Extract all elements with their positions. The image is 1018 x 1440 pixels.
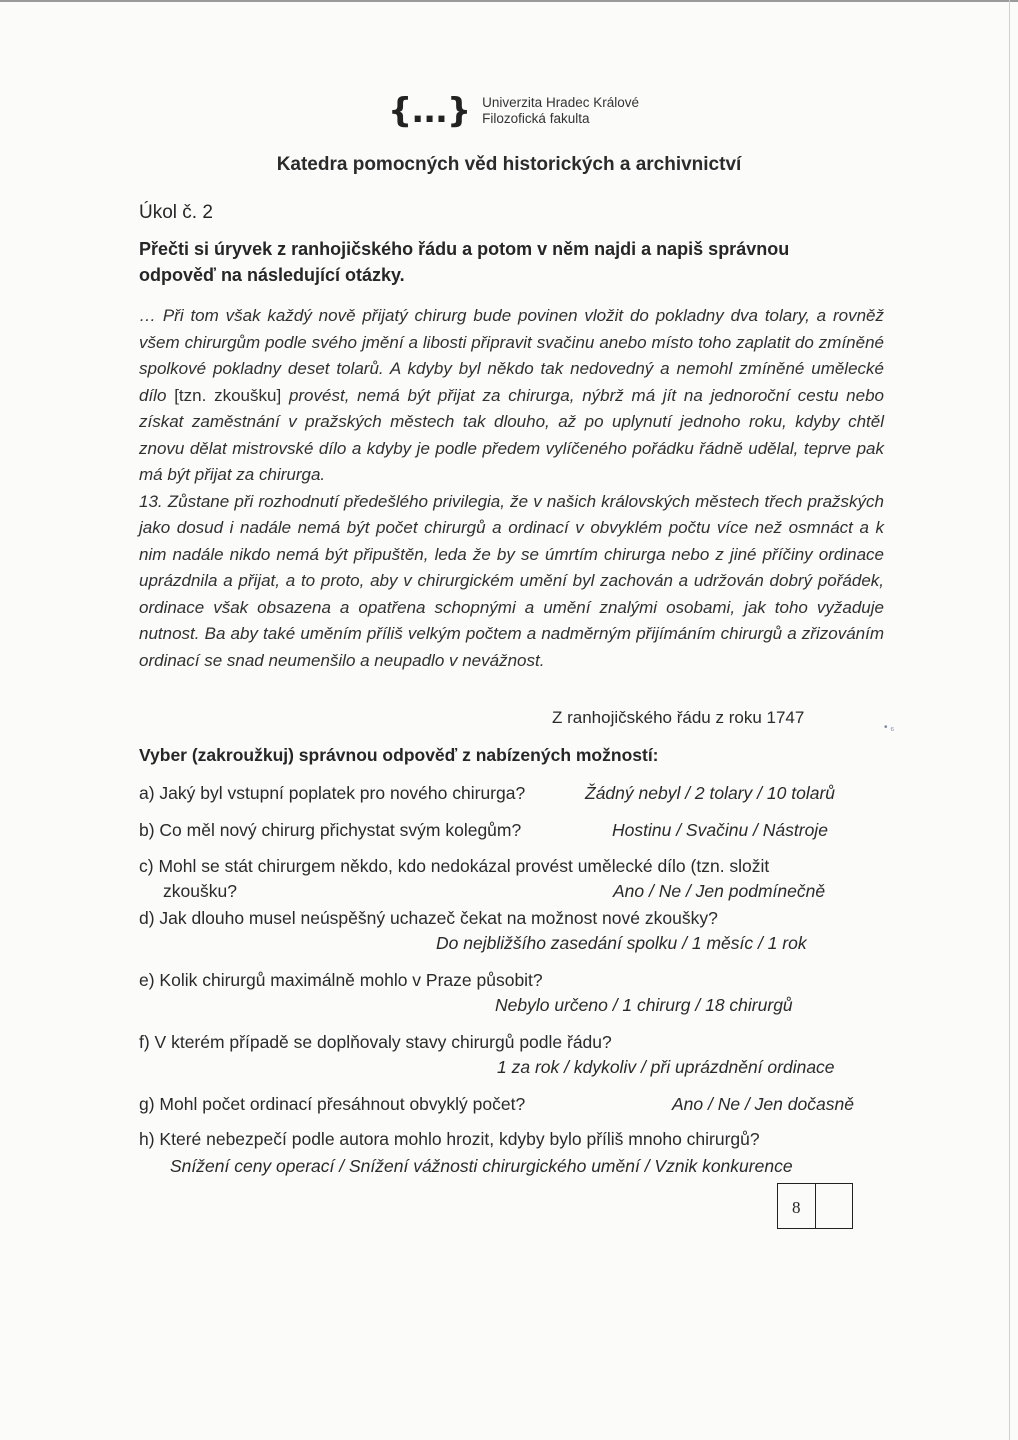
question-b: b) Co měl nový chirurg přichystat svým kolegům?	[139, 820, 522, 840]
passage-text: … Při tom však každý nově přijatý chirurg bude povinen vložit do pokladny dva tolary, a rovněž všem chirurgům podle svého jmění a libosti připravit svačinu anebo místo toho zaplatit do zmíněné spolkové pokladny deset tolarů. A kdyby byl někdo tak nedovedný a nemohl zmíněné umělecké dílo	[139, 306, 884, 405]
question-e: e) Kolik chirurgů maximálně mohlo v Praze působit?	[139, 970, 543, 990]
question-f: f) V kterém případě se doplňovaly stavy chirurgů podle řádu?	[139, 1032, 612, 1052]
answer-options-d[interactable]: Do nejbližšího zasedání spolku / 1 měsíc / 1 rok	[436, 933, 807, 953]
passage-source: Z ranhojičského řádu z roku 1747	[552, 708, 805, 727]
source-passage	[139, 303, 884, 674]
score-earned-field[interactable]	[816, 1184, 853, 1228]
answer-options-e[interactable]: Nebylo určeno / 1 chirurg / 18 chirurgů	[495, 995, 793, 1015]
answer-options-g[interactable]: Ano / Ne / Jen dočasně	[672, 1094, 854, 1114]
choose-instruction: Vyber (zakroužkuj) správnou odpověď z nabízených možností:	[139, 745, 659, 765]
logo-text	[482, 95, 639, 127]
instruction-line: Přečti si úryvek z ranhojičského řádu a potom v něm najdi a napiš správnou	[139, 239, 790, 259]
task-label: Úkol č. 2	[139, 202, 213, 223]
passage-note: [tzn. zkoušku]	[174, 385, 282, 405]
question-a: a) Jaký byl vstupní poplatek pro nového chirurga?	[139, 783, 526, 803]
answer-options-a[interactable]: Žádný nebyl / 2 tolary / 10 tolarů	[585, 783, 835, 803]
question-c: c) Mohl se stát chirurgem někdo, kdo nedokázal provést umělecké dílo (tzn. složit	[139, 856, 770, 876]
page-edge	[0, 0, 1018, 2]
instruction-line: odpověď na následující otázky.	[139, 265, 405, 285]
question-d: d) Jak dlouho musel neúspěšný uchazeč čekat na možnost nové zkoušky?	[139, 908, 718, 928]
passage-paragraph-1	[139, 303, 884, 489]
score-max: 8	[778, 1184, 816, 1228]
question-h: h) Které nebezpečí podle autora mohlo hrozit, kdyby bylo příliš mnoho chirurgů?	[139, 1129, 760, 1149]
university-logo	[388, 91, 639, 131]
score-box	[777, 1183, 853, 1229]
passage-text: provést, nemá být přijat za chirurga, nýbrž má jít na jednoroční cestu nebo získat zaměstnání v pražských městech tak dlouho, až po uplynutí jednoho roku, kdyby chtěl znovu dělat mistrovské dílo a kdyby je podle předem vylíčeného pořádku řádně udělal, teprve pak má být přijat za chirurga.	[139, 385, 884, 484]
ink-mark: • ₆	[884, 722, 895, 733]
university-name: Univerzita Hradec Králové	[482, 95, 639, 110]
passage-paragraph-2: 13. Zůstane při rozhodnutí předešlého privilegia, že v našich královských městech třech pražských jako dosud i nadále nemá být počet chirurgů a ordinací v obvyklém počtu více než osmnáct a k nim nadále nikdo nemá být připuštěn, leda že by se úmrtím chirurga nebo z jiné příčiny ordinace uprázdnila a přijat, a to proto, aby v chirurgickém umění byl zachován a udržován dobrý pořádek, ordinace však obsazena a opatřena schopnými a umění znalými osobami, jak toho vyžaduje nutnost. Ba aby také uměním příliš velkým počtem a nadměrným přijímáním chirurgů a zřizováním ordinací se snad neumenšilo a neupadlo v nevážnost.	[139, 491, 884, 670]
department-heading: Katedra pomocných věd historických a archivnictví	[276, 154, 742, 175]
question-g: g) Mohl počet ordinací přesáhnout obvyklý počet?	[139, 1094, 526, 1114]
logo-mark-icon: {...}	[388, 91, 471, 131]
answer-options-f[interactable]: 1 za rok / kdykoliv / při uprázdnění ordinace	[497, 1057, 835, 1077]
page-edge	[1009, 0, 1010, 1440]
answer-options-b[interactable]: Hostinu / Svačinu / Nástroje	[612, 820, 828, 840]
answer-options-h[interactable]: Snížení ceny operací / Snížení vážnosti chirurgického umění / Vznik konkurence	[170, 1156, 793, 1176]
task-instruction	[139, 236, 869, 288]
question-c-continuation: zkoušku?	[163, 881, 237, 901]
faculty-name: Filozofická fakulta	[482, 111, 590, 126]
answer-options-c[interactable]: Ano / Ne / Jen podmínečně	[613, 881, 826, 901]
